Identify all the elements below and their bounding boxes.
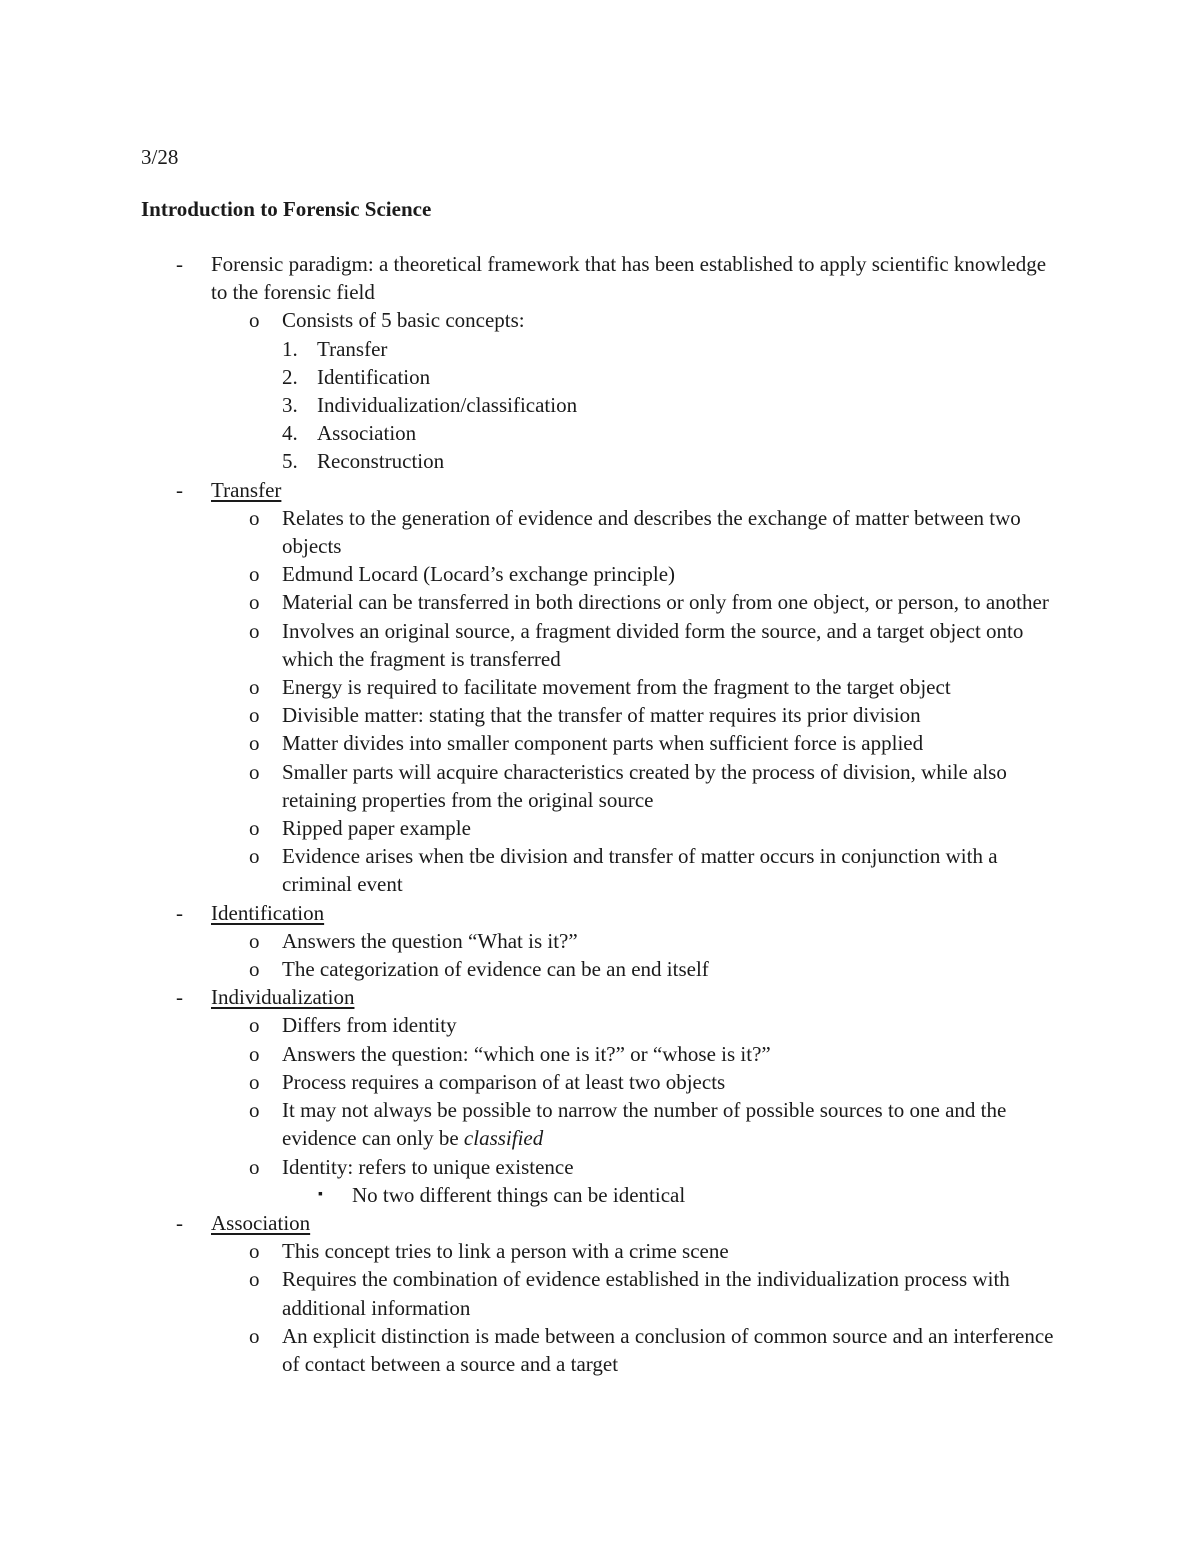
identification-point: [0, 955, 1200, 983]
circle-bullet-marker: o: [249, 1267, 260, 1292]
individualization-point-text: Differs from identity: [282, 1013, 457, 1038]
transfer-point-text: Evidence arises when tbe division and transfer of matter occurs in conjunction with a criminal event: [282, 844, 998, 897]
paradigm-subpoint-text: Consists of 5 basic concepts:: [282, 308, 525, 333]
document-title: Introduction to Forensic Science: [141, 197, 432, 221]
identity-subpoint: [0, 1181, 1200, 1209]
document-date: 3/28: [141, 145, 179, 169]
association-point: [0, 1237, 1200, 1265]
concept-item: [0, 335, 1200, 363]
concept-text: Reconstruction: [317, 449, 445, 474]
circle-bullet-marker: o: [249, 731, 260, 756]
individualization-point: [0, 1040, 1200, 1068]
identity-subpoint-text: No two different things can be identical: [352, 1182, 686, 1207]
transfer-point-text: Ripped paper example: [282, 816, 471, 841]
transfer-point: [0, 588, 1200, 616]
circle-bullet-marker: o: [249, 844, 260, 869]
association-point-text: Requires the combination of evidence established in the individualization process with additional information: [282, 1267, 1010, 1320]
circle-bullet-marker: o: [249, 562, 260, 587]
individualization-heading: [0, 983, 1200, 1011]
circle-bullet-marker: o: [249, 816, 260, 841]
transfer-point-text: Relates to the generation of evidence and describes the exchange of matter between two objects: [282, 505, 1021, 559]
circle-bullet-marker: o: [249, 1098, 260, 1123]
transfer-point-text: Divisible matter: stating that the transfer of matter requires its prior division: [282, 703, 921, 728]
dash-marker: -: [176, 1210, 183, 1235]
concept-item: [0, 363, 1200, 391]
circle-bullet-marker: o: [249, 1013, 260, 1038]
narrow-sources-text: It may not always be possible to narrow the number of possible sources to one and the evidence can only be: [282, 1098, 1007, 1151]
dash-marker: -: [176, 252, 183, 276]
dash-marker: -: [176, 900, 183, 925]
identification-point-text: Answers the question “What is it?”: [282, 928, 578, 953]
circle-bullet-marker: o: [249, 957, 260, 982]
concept-text: Transfer: [317, 336, 388, 361]
transfer-point: [0, 758, 1200, 814]
transfer-point-text: Involves an original source, a fragment divided form the source, and a target object onto which the fragment is transferred: [282, 618, 1024, 671]
paradigm-subpoint: [0, 306, 1200, 334]
circle-bullet-marker: o: [249, 618, 260, 643]
identification-point-text: The categorization of evidence can be an end itself: [282, 957, 709, 982]
individualization-point-text: Process requires a comparison of at least two objects: [282, 1069, 726, 1094]
transfer-point-text: Matter divides into smaller component parts when sufficient force is applied: [282, 731, 924, 756]
circle-bullet-marker: o: [249, 759, 260, 784]
circle-bullet-marker: o: [249, 1069, 260, 1094]
paradigm-bullet: [0, 250, 1200, 306]
concept-number: 5.: [282, 449, 298, 474]
transfer-point: [0, 814, 1200, 842]
individualization-heading-text: Individualization: [211, 985, 355, 1010]
transfer-heading: [0, 476, 1200, 504]
association-point-text: This concept tries to link a person with a crime scene: [282, 1239, 729, 1264]
circle-bullet-marker: o: [249, 1154, 260, 1179]
concept-text: Association: [317, 421, 417, 446]
transfer-point-text: Energy is required to facilitate movement from the fragment to the target object: [282, 675, 951, 700]
concept-number: 4.: [282, 421, 298, 446]
transfer-point: [0, 673, 1200, 701]
identity-text: Identity: refers to unique existence: [282, 1154, 574, 1179]
transfer-point-text: Smaller parts will acquire characteristics created by the process of division, while also retaining properties from the original source: [282, 759, 1007, 812]
circle-bullet-marker: o: [249, 1041, 260, 1066]
transfer-point: [0, 842, 1200, 898]
notes-content: [0, 250, 1200, 1378]
circle-bullet-marker: o: [249, 590, 260, 615]
transfer-point: [0, 560, 1200, 588]
square-bullet-marker: ▪: [318, 1186, 323, 1202]
circle-bullet-marker: o: [249, 928, 260, 953]
association-point: [0, 1322, 1200, 1378]
concept-text: Identification: [317, 364, 431, 389]
classified-emphasis: classified: [463, 1126, 544, 1151]
circle-bullet-marker: o: [249, 308, 260, 333]
transfer-point: [0, 504, 1200, 560]
concept-item: [0, 419, 1200, 447]
association-point-text: An explicit distinction is made between a conclusion of common source and an interference of contact between a source and a target: [282, 1323, 1054, 1376]
individualization-point: [0, 1096, 1200, 1152]
transfer-heading-text: Transfer: [211, 477, 282, 502]
circle-bullet-marker: o: [249, 675, 260, 700]
identification-heading-text: Identification: [211, 900, 325, 925]
concept-number: 2.: [282, 364, 298, 389]
circle-bullet-marker: o: [249, 1323, 260, 1348]
concept-text: Individualization/classification: [317, 393, 578, 418]
individualization-point: [0, 1068, 1200, 1096]
transfer-point: [0, 617, 1200, 673]
dash-marker: -: [176, 985, 183, 1010]
circle-bullet-marker: o: [249, 1239, 260, 1264]
identification-heading: [0, 899, 1200, 927]
concept-number: 1.: [282, 336, 298, 361]
association-heading: [0, 1209, 1200, 1237]
transfer-point: [0, 701, 1200, 729]
paradigm-text: Forensic paradigm: a theoretical framework that has been established to apply scientific knowledge to the forensic field: [211, 252, 1047, 305]
individualization-point: [0, 1153, 1200, 1181]
association-point: [0, 1265, 1200, 1321]
circle-bullet-marker: o: [249, 505, 260, 530]
concept-item: [0, 447, 1200, 475]
concept-number: 3.: [282, 393, 298, 418]
identification-point: [0, 927, 1200, 955]
transfer-point-text: Edmund Locard (Locard’s exchange principle): [282, 562, 676, 587]
concept-item: [0, 391, 1200, 419]
individualization-point: [0, 1011, 1200, 1039]
circle-bullet-marker: o: [249, 703, 260, 728]
individualization-point-text: Answers the question: “which one is it?” or “whose is it?”: [282, 1041, 771, 1066]
association-heading-text: Association: [211, 1210, 311, 1235]
transfer-point-text: Material can be transferred in both directions or only from one object, or person, to another: [282, 590, 1049, 615]
transfer-point: [0, 729, 1200, 757]
dash-marker: -: [176, 477, 183, 502]
